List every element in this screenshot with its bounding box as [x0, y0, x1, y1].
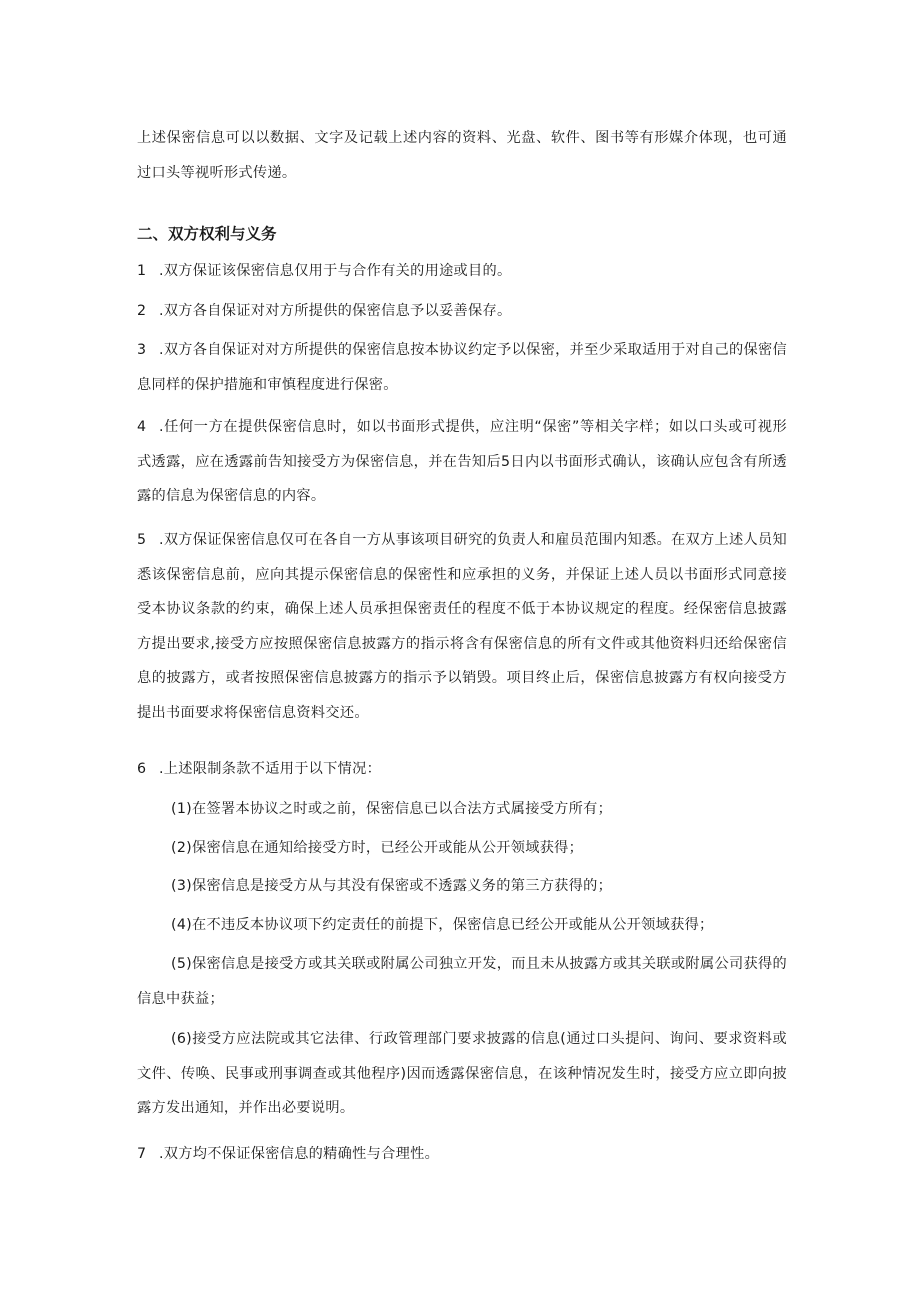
list-item — [137, 410, 787, 514]
item-number: 3 — [137, 342, 147, 358]
item-text: .双方保证该保密信息仅用于与合作有关的用途或目的。 — [159, 263, 512, 279]
list-item — [137, 752, 787, 787]
item-number: 1 — [137, 263, 147, 279]
item-number: 4 — [137, 419, 147, 435]
list-item — [137, 294, 787, 329]
item-text: .上述限制条款不适用于以下情况： — [159, 761, 382, 777]
section-title: 二、双方权利与义务 — [137, 225, 277, 243]
item-text: .双方各自保证对对方所提供的保密信息按本协议约定予以保密，并至少采取适用于对自己的保密信息同样的保护措施和审慎程度进行保密。 — [137, 342, 787, 393]
item-text: .双方各自保证对对方所提供的保密信息予以妥善保存。 — [159, 303, 512, 319]
sub-item: (3)保密信息是接受方从与其没有保密或不透露义务的第三方获得的； — [171, 878, 613, 894]
item-number: 2 — [137, 303, 147, 319]
sub-item: (6)接受方应法院或其它法律、行政管理部门要求披露的信息(通过口头提问、询问、要求资料或文件、传唤、民事或刑事调查或其他程序)因而透露保密信息，在该种情况发生时，接受方应立即向披露方发出通知，并作出必要说明。 — [137, 1031, 787, 1116]
sub-item: (1)在签署本协议之时或之前，保密信息已以合法方式属接受方所有； — [171, 801, 613, 817]
item-number: 6 — [137, 761, 147, 777]
list-item — [137, 1137, 787, 1172]
item-text: .双方保证保密信息仅可在各自一方从事该项目研究的负责人和雇员范围内知悉。在双方上述人员知悉该保密信息前，应向其提示保密信息的保密性和应承担的义务，并保证上述人员以书面形式同意接受本协议条款的约束，确保上述人员承担保密责任的程度不低于本协议规定的程度。经保密信息披露方提出要求,接受方应按照保密信息披露方的指示将含有保密信息的所有文件或其他资料归还给保密信息的披露方，或者按照保密信息披露方的指示予以销毁。项目终止后，保密信息披露方有权向接受方提出书面要求将保密信息资料交还。 — [137, 532, 787, 721]
list-item — [137, 333, 787, 402]
item-number: 5 — [137, 532, 147, 548]
list-item — [137, 254, 787, 289]
item-text: .任何一方在提供保密信息时，如以书面形式提供，应注明“保密”等相关字样；如以口头或可视形式透露，应在透露前告知接受方为保密信息，并在告知后5日内以书面形式确认，该确认应包含有所透露的信息为保密信息的内容。 — [137, 419, 787, 504]
sub-item: (5)保密信息是接受方或其关联或附属公司独立开发，而且未从披露方或其关联或附属公司获得的信息中获益； — [137, 956, 787, 1007]
item-text: .双方均不保证保密信息的精确性与合理性。 — [159, 1146, 440, 1162]
list-item — [137, 523, 787, 730]
sub-item: (4)在不违反本协议项下约定责任的前提下，保密信息已经公开或能从公开领域获得； — [171, 917, 714, 933]
sub-item: (2)保密信息在通知给接受方时，已经公开或能从公开领域获得； — [171, 840, 584, 856]
intro-paragraph: 上述保密信息可以以数据、文字及记载上述内容的资料、光盘、软件、图书等有形媒介体现，也可通过口头等视听形式传递。 — [137, 130, 787, 181]
item-number: 7 — [137, 1146, 147, 1162]
